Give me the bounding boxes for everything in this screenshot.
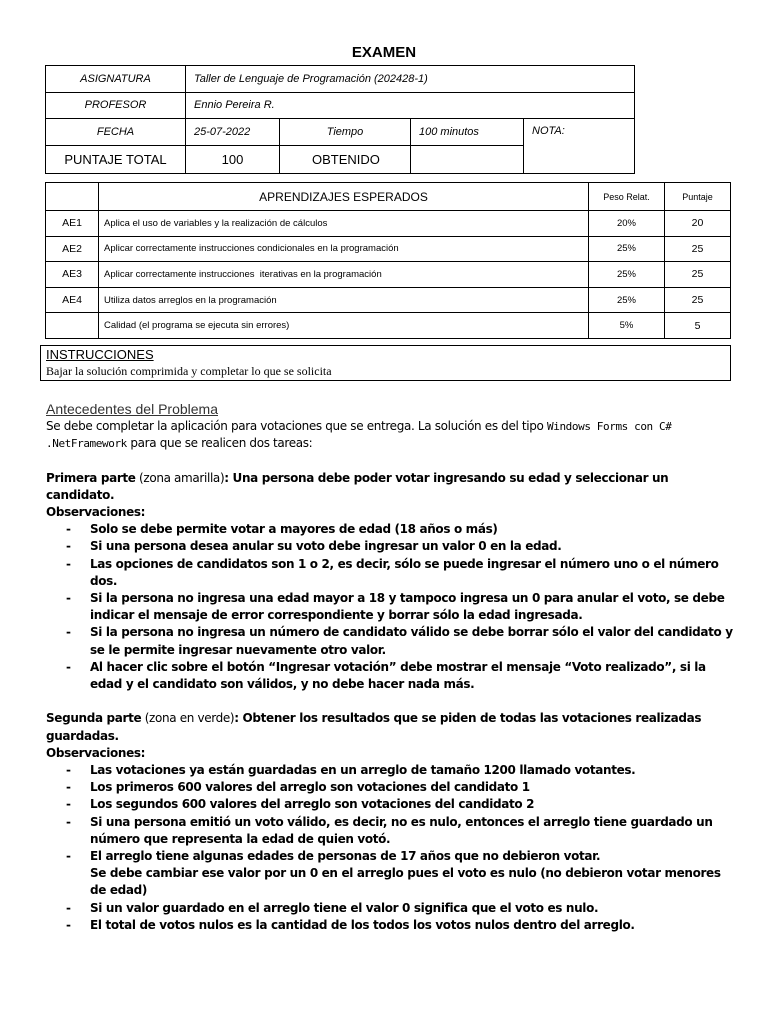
puntaje-total-value: 100 (186, 145, 280, 173)
ae-peso: 25% (589, 262, 665, 288)
aprendizajes-header-row (46, 183, 731, 211)
ae-description: Aplicar correctamente instrucciones condicionales en la programación (99, 236, 589, 262)
ae-description: Calidad (el programa se ejecuta sin errores) (99, 313, 589, 339)
list-item (46, 848, 736, 900)
primera-parte-zona: (zona amarilla) (135, 470, 225, 485)
list-item: - Si la persona no ingresa un número de candidato válido se debe borrar sólo el valor del candidato y se le permite ingresar nuevamente otro valor. (46, 624, 736, 658)
item5-line-b: Se debe cambiar ese valor por un 0 en el arreglo pues el voto es nulo (no debieron votar menores de edad) (90, 866, 721, 898)
primera-parte-label: Primera parte (46, 470, 136, 485)
table-row (46, 236, 731, 262)
list-item (46, 659, 736, 693)
segunda-parte-zona: (zona en verde) (141, 711, 235, 726)
voto-realizado-message: “Voto realizado” (564, 659, 672, 674)
aprendizajes-title: APRENDIZAJES ESPERADOS (99, 183, 589, 211)
list-item: - Las opciones de candidatos son 1 o 2, es decir, sólo se puede ingresar el número uno o el número dos. (46, 556, 736, 590)
profesor-label: PROFESOR (46, 92, 186, 119)
ae-code: AE1 (46, 211, 99, 237)
segunda-obs-list (46, 762, 736, 934)
profesor-value: Ennio Pereira R. (186, 92, 635, 119)
antecedentes-intro (46, 418, 736, 435)
list-item: - Si una persona desea anular su voto debe ingresar un valor 0 en la edad. (46, 538, 736, 555)
ae-puntaje: 25 (665, 236, 731, 262)
intro-code-1: Windows Forms con C# (547, 420, 672, 433)
primera-parte-heading (46, 470, 736, 504)
aprendizajes-table (45, 182, 731, 339)
list-item: - Si la persona no ingresa una edad mayor a 18 y tampoco ingresa un 0 para anular el voto, se debe indicar el mensaje de error correspondiente y borrar sólo la edad ingresada. (46, 590, 736, 624)
antecedentes-intro-2 (46, 435, 736, 452)
asignatura-label: ASIGNATURA (46, 66, 186, 93)
segunda-parte-heading (46, 710, 736, 744)
primera-parte-text: : Una persona debe poder votar ingresando su edad y seleccionar un candidato. (46, 470, 669, 502)
ae-puntaje: 20 (665, 211, 731, 237)
ae-code: AE2 (46, 236, 99, 262)
ae-code: AE3 (46, 262, 99, 288)
ae-code: AE4 (46, 287, 99, 313)
exam-header-table (45, 65, 635, 174)
exam-title: EXAMEN (351, 44, 417, 61)
last-item-b: , si la edad y el candidato son válidos, y no debe hacer nada más. (90, 659, 706, 692)
puntaje-total-label: PUNTAJE TOTAL (46, 145, 186, 173)
segunda-parte-text: : Obtener los resultados que se piden de todas las votaciones realizadas guardadas. (46, 711, 702, 743)
table-row (46, 211, 731, 237)
ae-code (46, 313, 99, 339)
ae-peso: 20% (589, 211, 665, 237)
asignatura-value: Taller de Lenguaje de Programación (202428-1) (186, 66, 635, 93)
table-row (46, 287, 731, 313)
list-item: - Solo se debe permite votar a mayores de edad (18 años o más) (46, 521, 736, 538)
list-item: - Si una persona emitió un voto válido, es decir, no es nulo, entonces el arreglo tiene guardado un número que representa la edad de quien votó. (46, 814, 736, 848)
fecha-label: FECHA (46, 119, 186, 146)
segunda-obs-label: Observaciones: (46, 745, 146, 760)
list-item: - Las votaciones ya están guardadas en un arreglo de tamaño 1200 llamado votantes. (46, 762, 736, 779)
problem-body (46, 401, 736, 934)
ae-puntaje: 5 (665, 313, 731, 339)
nota-label: NOTA: (524, 119, 635, 174)
table-row (46, 262, 731, 288)
table-row (46, 313, 731, 339)
fecha-value: 25-07-2022 (186, 119, 280, 146)
instrucciones-title: INSTRUCCIONES (46, 347, 154, 362)
segunda-parte-label: Segunda parte (46, 711, 142, 726)
instrucciones-box (40, 345, 731, 381)
ae-description: Aplica el uso de variables y la realización de cálculos (99, 211, 589, 237)
primera-obs-list (46, 521, 736, 693)
ae-peso: 25% (589, 287, 665, 313)
ae-peso: 25% (589, 236, 665, 262)
aprendizajes-header-blank (46, 183, 99, 211)
list-item: - Si un valor guardado en el arreglo tiene el valor 0 significa que el voto es nulo. (46, 900, 736, 917)
header-row-profesor (46, 92, 635, 119)
header-row-asignatura (46, 66, 635, 93)
list-item: - Los segundos 600 valores del arreglo son votaciones del candidato 2 (46, 796, 736, 813)
intro-code-2: .NetFramework (46, 437, 127, 451)
header-row-fecha (46, 119, 635, 146)
ae-peso: 5% (589, 313, 665, 339)
obtenido-value (411, 145, 524, 173)
obtenido-label: OBTENIDO (280, 145, 411, 173)
puntaje-header: Puntaje (665, 183, 731, 211)
ae-puntaje: 25 (665, 287, 731, 313)
last-item-a: Al hacer clic sobre el botón “Ingresar votación” debe mostrar el mensaje (90, 659, 565, 674)
antecedentes-title: Antecedentes del Problema (46, 401, 218, 417)
tiempo-label: Tiempo (280, 119, 411, 146)
tiempo-value: 100 minutos (411, 119, 524, 146)
ae-puntaje: 25 (665, 262, 731, 288)
intro-text-b: para que se realicen dos tareas: (126, 436, 313, 451)
list-item: - Los primeros 600 valores del arreglo son votaciones del candidato 1 (46, 779, 736, 796)
list-item: - El total de votos nulos es la cantidad de los todos los votos nulos dentro del arreglo. (46, 917, 736, 934)
instrucciones-text: Bajar la solución comprimida y completar lo que se solicita (46, 364, 332, 378)
primera-obs-label: Observaciones: (46, 505, 146, 519)
peso-header: Peso Relat. (589, 183, 665, 211)
intro-text-a: Se debe completar la aplicación para votaciones que se entrega. La solución es del tipo (46, 419, 547, 433)
ae-description: Aplicar correctamente instrucciones iterativas en la programación (99, 262, 589, 288)
ae-description: Utiliza datos arreglos en la programación (99, 287, 589, 313)
item5-line-a: - El arreglo tiene algunas edades de personas de 17 años que no debieron votar. (90, 849, 601, 864)
